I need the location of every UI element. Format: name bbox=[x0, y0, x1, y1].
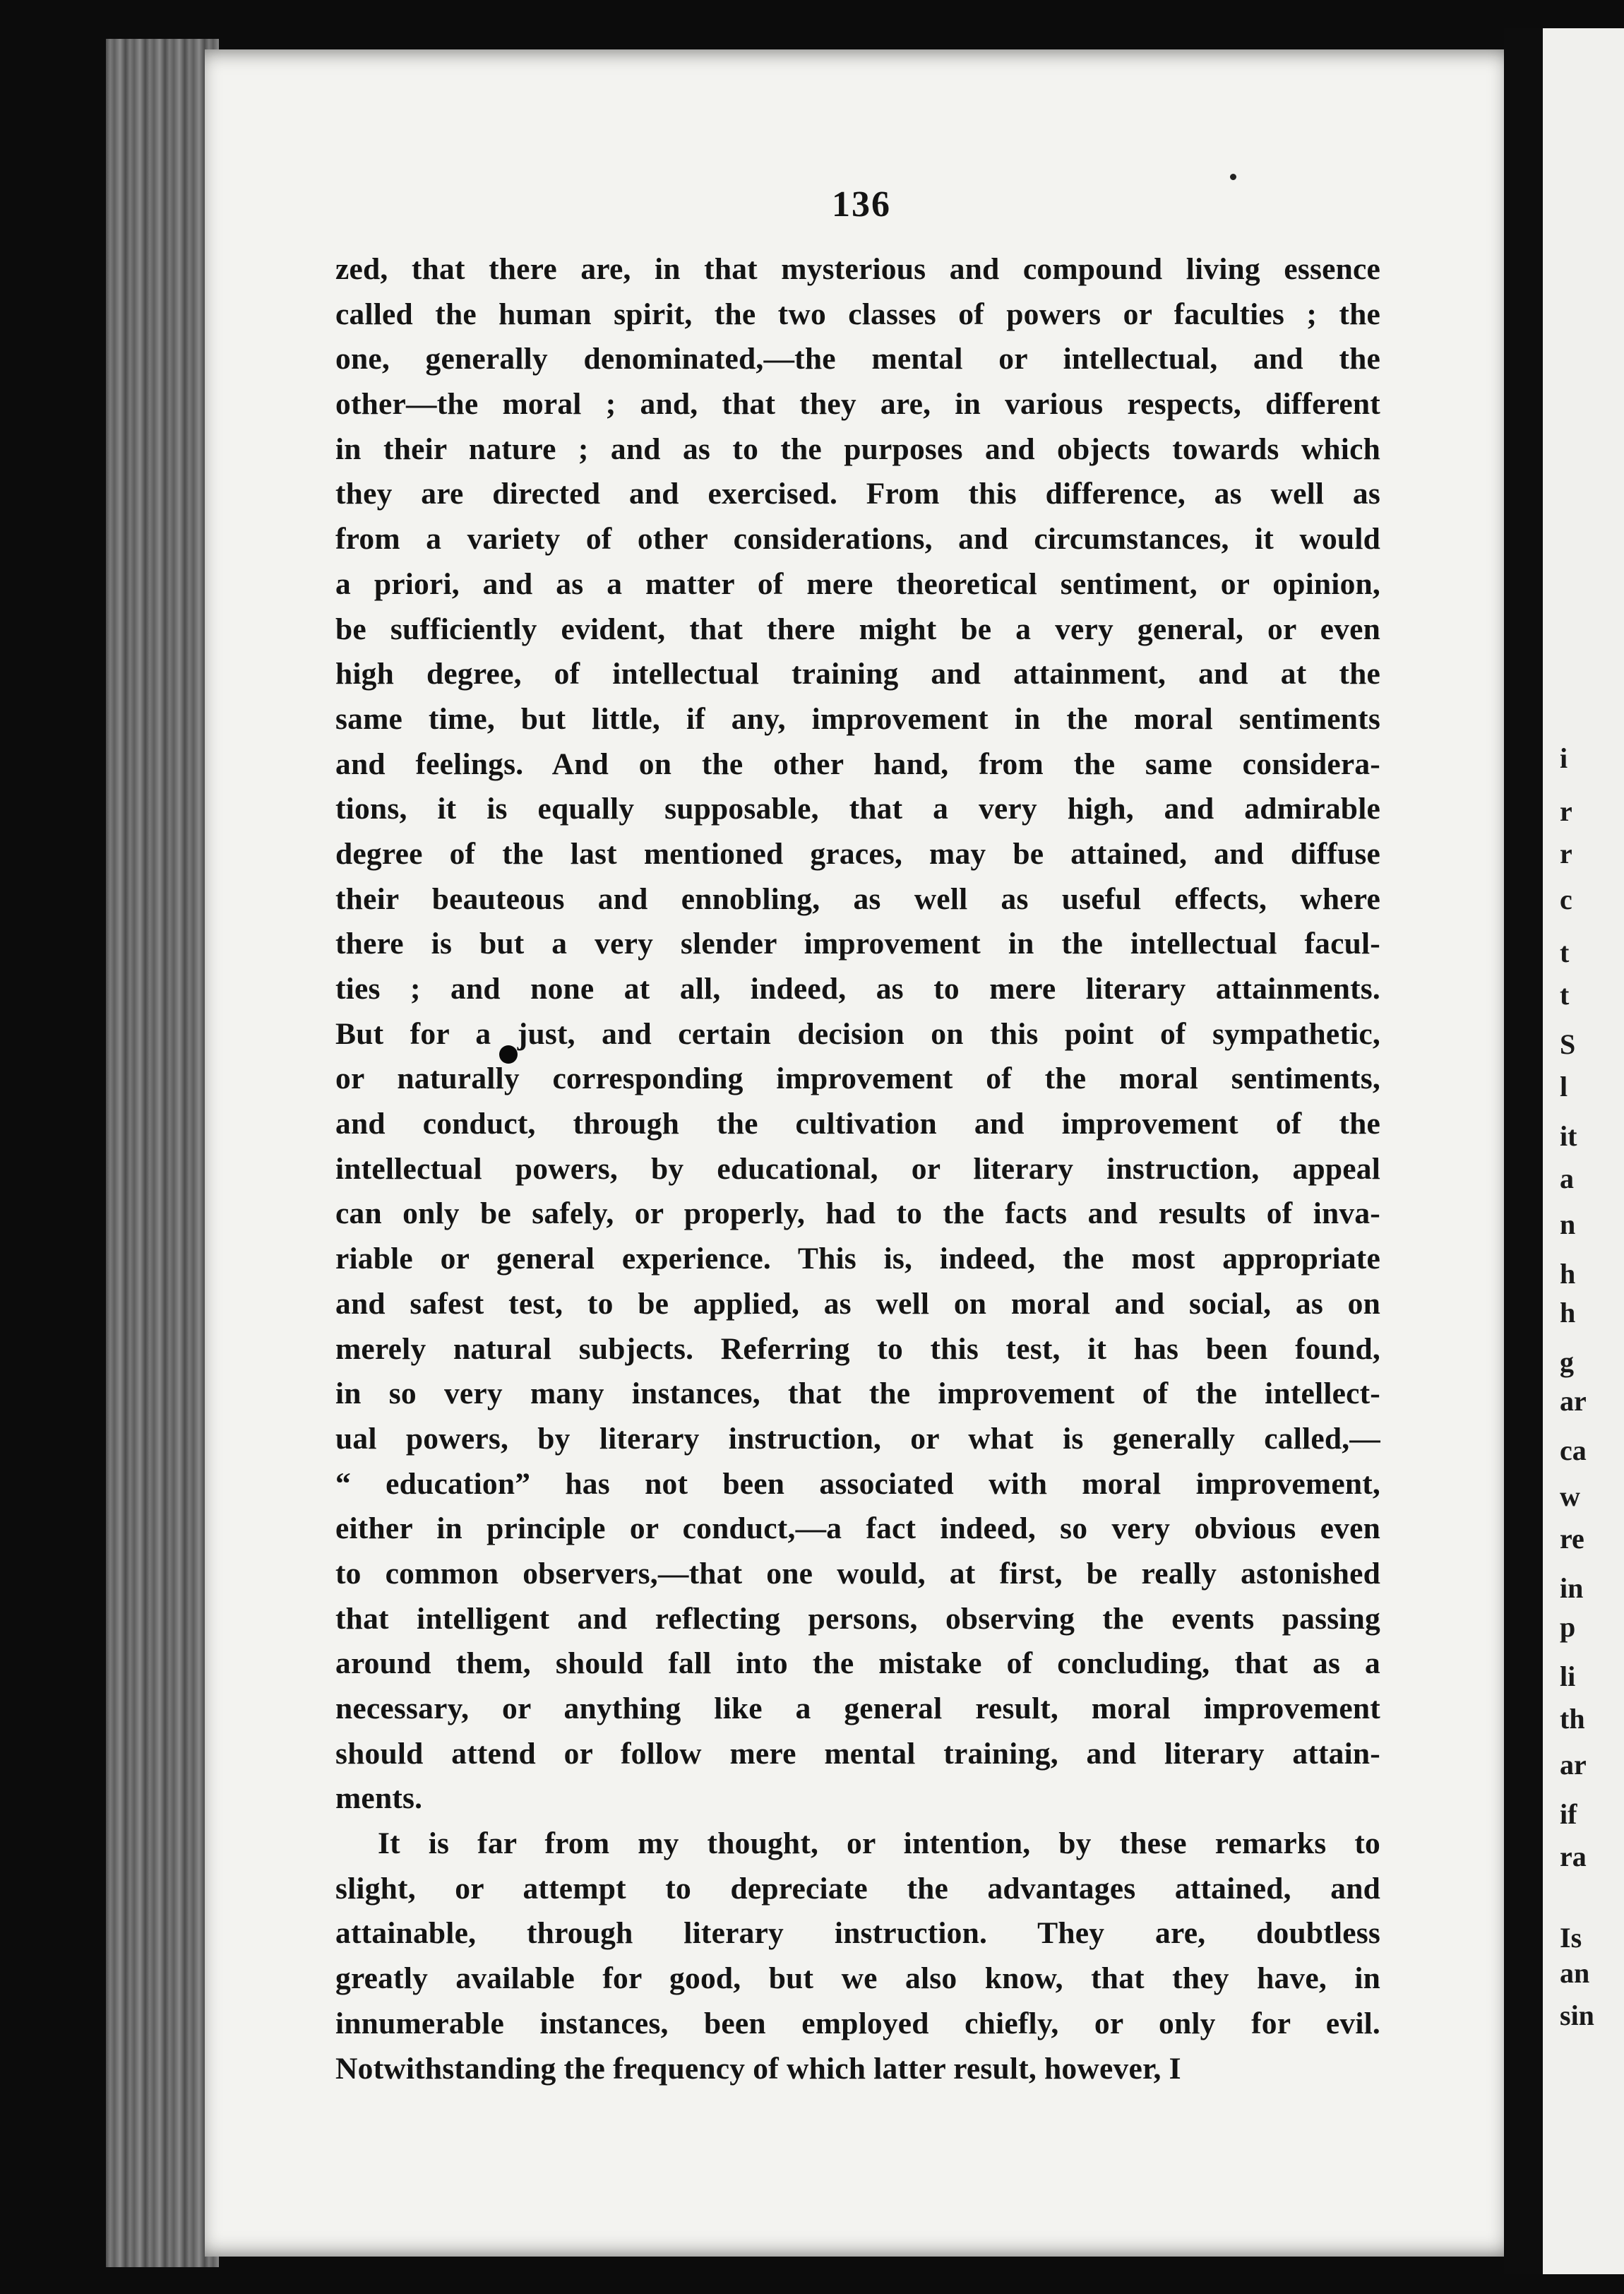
text-line: be sufficiently evident, that there might be a very general, or even bbox=[335, 612, 1380, 646]
facing-page-fragment: S bbox=[1560, 1028, 1576, 1060]
facing-page-fragment: it bbox=[1560, 1120, 1577, 1152]
text-line: their beauteous and ennobling, as well as useful effects, where bbox=[335, 881, 1380, 916]
facing-page-fragment: t bbox=[1560, 937, 1570, 968]
facing-page-fragment: an bbox=[1560, 1957, 1590, 1989]
facing-page-fragment: t bbox=[1560, 979, 1570, 1011]
text-line: one, generally denominated,—the mental or intellectual, and the bbox=[335, 342, 1380, 376]
ink-speck bbox=[1230, 174, 1236, 180]
facing-page-fragment: li bbox=[1560, 1660, 1576, 1692]
text-line: intellectual powers, by educational, or literary instruction, appeal bbox=[335, 1151, 1380, 1186]
text-line: and feelings. And on the other hand, from the same considera- bbox=[335, 747, 1380, 781]
text-line: slight, or attempt to depreciate the advantages attained, and bbox=[335, 1871, 1380, 1906]
facing-page-fragment: h bbox=[1560, 1258, 1576, 1290]
facing-page-fragment: g bbox=[1560, 1346, 1574, 1378]
facing-page-fragment: th bbox=[1560, 1703, 1585, 1735]
text-line: around them, should fall into the mistake of concluding, that as a bbox=[335, 1646, 1380, 1681]
text-line: ual powers, by literary instruction, or what is generally called,— bbox=[335, 1421, 1380, 1456]
text-line: and conduct, through the cultivation and improvement of the bbox=[335, 1107, 1380, 1141]
text-line: degree of the last mentioned graces, may be attained, and diffuse bbox=[335, 836, 1380, 871]
text-line: ties ; and none at all, indeed, as to mere literary attainments. bbox=[335, 972, 1380, 1006]
facing-page-fragment: c bbox=[1560, 884, 1572, 915]
facing-page-fragment: h bbox=[1560, 1297, 1576, 1329]
text-line: should attend or follow mere mental training, and literary attain- bbox=[335, 1736, 1380, 1771]
text-line: can only be safely, or properly, had to the facts and results of inva- bbox=[335, 1196, 1380, 1231]
text-line: in so very many instances, that the improvement of the intellect- bbox=[335, 1377, 1380, 1411]
facing-page-fragment: r bbox=[1560, 795, 1572, 827]
text-line: they are directed and exercised. From this difference, as well as bbox=[335, 477, 1380, 511]
facing-page-fragment: a bbox=[1560, 1163, 1574, 1194]
text-line: a priori, and as a matter of mere theoretical sentiment, or opinion, bbox=[335, 566, 1380, 601]
text-line: either in principle or conduct,—a fact indeed, so very obvious even bbox=[335, 1511, 1380, 1546]
text-line: or naturally corresponding improvement of the moral sentiments, bbox=[335, 1062, 1380, 1096]
text-line: tions, it is equally supposable, that a very high, and admirable bbox=[335, 792, 1380, 826]
text-line: there is but a very slender improvement in the intellectual facul- bbox=[335, 927, 1380, 961]
text-line: riable or general experience. This is, indeed, the most appropriate bbox=[335, 1242, 1380, 1276]
facing-page-fragment: ar bbox=[1560, 1749, 1587, 1781]
page-gutter bbox=[1504, 28, 1543, 2274]
text-line: zed, that there are, in that mysterious and compound living essence bbox=[335, 252, 1380, 286]
text-line: in their nature ; and as to the purposes and objects towards which bbox=[335, 432, 1380, 466]
text-line: merely natural subjects. Referring to this test, it has been found, bbox=[335, 1331, 1380, 1366]
facing-page-edge bbox=[1543, 28, 1624, 2274]
facing-page-fragment: sin bbox=[1560, 1999, 1594, 2031]
text-line: other—the moral ; and, that they are, in various respects, different bbox=[335, 387, 1380, 422]
facing-page-fragment: Is bbox=[1560, 1922, 1582, 1954]
page-number: 136 bbox=[832, 184, 891, 225]
facing-page-fragment: ca bbox=[1560, 1434, 1587, 1466]
book-spine-edge bbox=[106, 39, 219, 2267]
page-body-text bbox=[335, 247, 1380, 2091]
text-line: attainable, through literary instruction. They are, doubtless bbox=[335, 1916, 1380, 1951]
facing-page-fragment: w bbox=[1560, 1480, 1580, 1512]
text-line: from a variety of other considerations, and circumstances, it would bbox=[335, 522, 1380, 557]
text-line: high degree, of intellectual training and attainment, and at the bbox=[335, 657, 1380, 691]
facing-page-fragment: r bbox=[1560, 838, 1572, 869]
facing-page-fragment: ra bbox=[1560, 1841, 1587, 1872]
text-line: innumerable instances, been employed chiefly, or only for evil. bbox=[335, 2006, 1380, 2040]
facing-page-fragment: ar bbox=[1560, 1385, 1587, 1417]
text-line: But for a just, and certain decision on this point of sympathetic, bbox=[335, 1016, 1380, 1051]
facing-page-fragment: p bbox=[1560, 1611, 1576, 1643]
facing-page-fragment: if bbox=[1560, 1798, 1577, 1830]
facing-page-fragment: re bbox=[1560, 1523, 1584, 1555]
text-line: Notwithstanding the frequency of which latter result, however, I bbox=[335, 2051, 1181, 2086]
text-line: necessary, or anything like a general result, moral improvement bbox=[335, 1692, 1380, 1725]
text-line: “ education” has not been associated with moral improvement, bbox=[335, 1466, 1380, 1501]
facing-page-fragment: l bbox=[1560, 1071, 1568, 1103]
text-line: It is far from my thought, or intention, by these remarks to bbox=[378, 1826, 1380, 1861]
text-line: to common observers,—that one would, at first, be really astonished bbox=[335, 1556, 1380, 1591]
facing-page-fragment: n bbox=[1560, 1208, 1576, 1240]
text-line: same time, but little, if any, improvement in the moral sentiments bbox=[335, 701, 1380, 736]
facing-page-fragment: in bbox=[1560, 1572, 1584, 1604]
text-line: greatly available for good, but we also know, that they have, in bbox=[335, 1961, 1380, 1996]
text-line: and safest test, to be applied, as well on moral and social, as on bbox=[335, 1286, 1380, 1321]
text-line: ments. bbox=[335, 1781, 423, 1816]
text-line: called the human spirit, the two classes of powers or faculties ; the bbox=[335, 297, 1380, 331]
facing-page-fragment: i bbox=[1560, 742, 1568, 774]
text-line: that intelligent and reflecting persons, observing the events passing bbox=[335, 1601, 1380, 1636]
